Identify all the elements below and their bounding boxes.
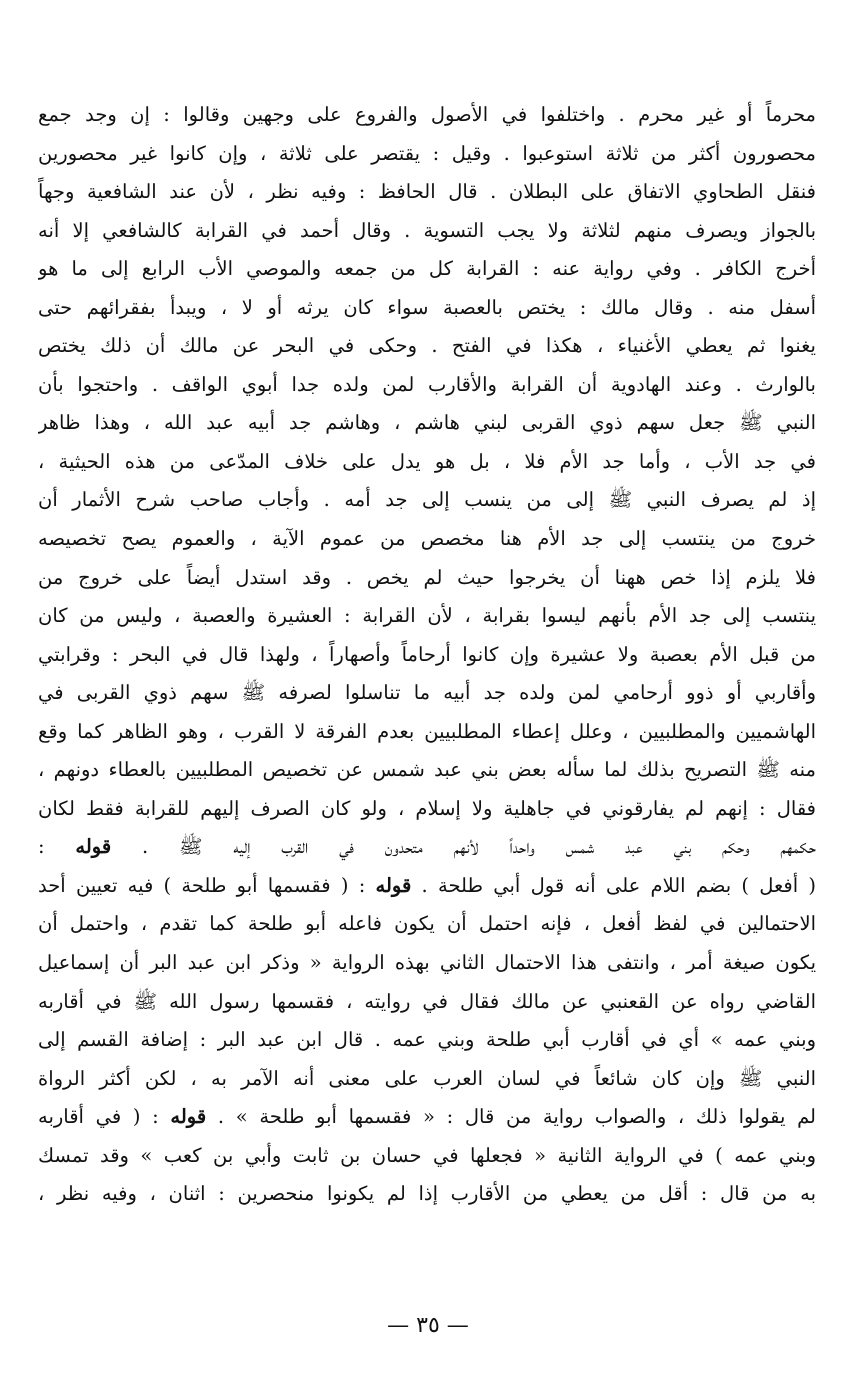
text-segment: فقال : إنهم لم يفارقوني في جاهلية ولا إسلام ، ولو كان الصرف إليهم للقرابة فقط لكان — [38, 796, 816, 820]
text-line — [38, 905, 816, 944]
text-line — [38, 597, 816, 636]
text-segment: : — [38, 835, 76, 859]
text-line — [38, 828, 816, 867]
text-line — [38, 751, 816, 790]
text-line — [38, 713, 816, 752]
text-segment: الهاشميين والمطلبيين ، وعلل إعطاء المطلبيين بعدم الفرقة لا القرب ، وهو الظاهر كما وقع — [38, 719, 816, 743]
text-segment: في جد الأب ، وأما جد الأم فلا ، بل هو يدل على خلاف المدّعى من هذه الحيثية ، — [38, 449, 816, 473]
text-segment: منه ﷺ التصريح بذلك لما سأله بعض بني عبد شمس عن تخصيص المطلبيين بالعطاء دونهم ، — [38, 758, 816, 782]
text-line — [38, 443, 816, 482]
text-line — [38, 1060, 816, 1099]
text-segment: الاحتمالين في لفظ أفعل ، فإنه احتمل أن يكون فاعله أبو طلحة كما تقدم ، واحتمل أن — [38, 912, 816, 936]
text-segment: وبني عمه ) في الرواية الثانية « فجعلها في حسان بن ثابت وأبي بن كعب » وقد تمسك — [38, 1143, 816, 1167]
text-line — [38, 944, 816, 983]
text-segment: النبي ﷺ جعل سهم ذوي القربى لبني هاشم ، وهاشم جد أبيه عبد الله ، وهذا ظاهر — [38, 411, 816, 435]
text-segment: النبي ﷺ وإن كان شائعاً في لسان العرب على معنى أنه الآمر به ، لكن أكثر الرواة — [38, 1066, 816, 1090]
text-segment: ( أفعل ) بضم اللام على أنه قول أبي طلحة . — [411, 873, 816, 897]
text-line — [38, 1098, 816, 1137]
text-segment: : ( في أقاربه — [38, 1105, 171, 1129]
text-segment: من قبل الأم بعصبة ولا عشيرة وإن كانوا أرحاماً وأصهاراً ، ولهذا قال في البحر : وقرابتي — [38, 642, 816, 666]
text-segment: محصورون أكثر من ثلاثة استوعبوا . وقيل : يقتصر على ثلاثة ، وإن كانوا غير محصورين — [38, 141, 816, 165]
text-line — [38, 867, 816, 906]
text-line — [38, 173, 816, 212]
text-segment: محرماً أو غير محرم . واختلفوا في الأصول والفروع على وجهين وقالوا : إن وجد جمع — [38, 103, 816, 126]
text-line — [38, 212, 816, 251]
text-line — [38, 674, 816, 713]
text-segment: أخرج الكافر . وفي رواية عنه : القرابة كل من جمعه والموصي الأب الرابع إلى ما هو — [38, 257, 816, 281]
bold-keyword: قوله — [75, 835, 112, 859]
text-segment: : ( فقسمها أبو طلحة ) فيه تعيين أحد — [38, 873, 376, 897]
text-segment: خروج من ينتسب إلى جد الأم هنا مخصص من عموم الآية ، والعموم يصح تخصيصه — [38, 527, 816, 551]
page-number: — ٣٥ — — [387, 1313, 469, 1338]
text-segment: به من قال : أقل من يعطي من الأقارب إذا لم يكونوا منحصرين : اثنان ، وفيه نظر ، — [38, 1182, 816, 1206]
main-text — [38, 96, 816, 1214]
text-line — [38, 1137, 816, 1176]
text-line — [38, 404, 816, 443]
text-segment: إذ لم يصرف النبي ﷺ إلى من ينسب إلى جد أمه . وأجاب صاحب شرح الأثمار أن — [38, 488, 816, 512]
text-line — [38, 983, 816, 1022]
text-line — [38, 250, 816, 289]
text-segment: القاضي رواه عن القعنبي عن مالك فقال في روايته ، فقسمها رسول الله ﷺ في أقاربه — [38, 989, 816, 1013]
text-segment: فنقل الطحاوي الاتفاق على البطلان . قال الحافظ : وفيه نظر ، لأن عند الشافعية وجهاً — [38, 180, 816, 204]
bold-keyword: قوله — [375, 873, 412, 897]
text-segment: بالوارث . وعند الهادوية أن القرابة والأقارب لمن ولده جدا أبوي الواقف . واحتجوا بأن — [38, 372, 816, 396]
text-line — [38, 135, 816, 174]
text-line — [38, 520, 816, 559]
text-segment: وأقاربي أو ذوو أرحامي لمن ولده جد أبيه ما تناسلوا لصرفه ﷺ سهم ذوي القربى في — [38, 681, 816, 705]
bold-keyword: قوله — [170, 1105, 207, 1129]
text-segment: يغنوا ثم يعطي الأغنياء ، هكذا في الفتح . وحكى في البحر عن مالك أن ذلك يختص — [38, 334, 816, 358]
text-line — [38, 559, 816, 598]
text-line — [38, 1175, 816, 1214]
text-segment: أسفل منه . وقال مالك : يختص بالعصبة سواء كان يرثه أو لا ، ويبدأ بفقرائهم حتى — [38, 295, 816, 319]
text-line — [38, 790, 816, 829]
text-segment: ينتسب إلى جد الأم بأنهم ليسوا بقرابة ، لأن القرابة : العشيرة والعصبة ، وليس من كان — [38, 604, 816, 628]
text-segment: وبني عمه » أي في أقارب أبي طلحة وبني عمه . قال ابن عبد البر : إضافة القسم إلى — [38, 1028, 816, 1052]
text-line — [38, 289, 816, 328]
text-line — [38, 481, 816, 520]
text-line — [38, 1021, 816, 1060]
text-segment: حكمهم وحكم بني عبد شمس واحداً لأنهم متحدون في القرب إليه ﷺ . — [111, 835, 816, 859]
text-line — [38, 327, 816, 366]
text-segment: بالجواز ويصرف منهم لثلاثة ولا يجب التسوية . وقال أحمد في القرابة كالشافعي إلا أنه — [38, 218, 816, 242]
text-segment: فلا يلزم إذا خص ههنا أن يخرجوا حيث لم يخص . وقد استدل أيضاً على خروج من — [38, 565, 816, 589]
text-line — [38, 96, 816, 135]
text-segment: لم يقولوا ذلك ، والصواب رواية من قال : « فقسمها أبو طلحة » . — [206, 1105, 816, 1129]
text-segment: يكون صيغة أمر ، وانتفى هذا الاحتمال الثاني بهذه الرواية « وذكر ابن عبد البر أن إسماعيل — [38, 951, 816, 975]
text-line — [38, 636, 816, 675]
text-line — [38, 366, 816, 405]
